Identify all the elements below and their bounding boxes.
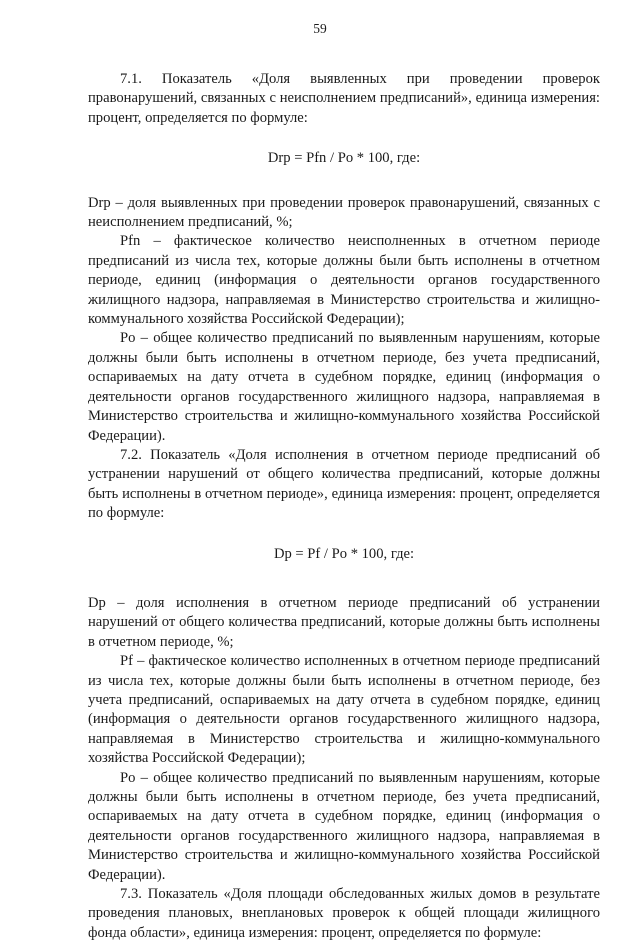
- page-number: 59: [313, 21, 327, 36]
- definition-po-1: Po – общее количество предписаний по выявленным нарушениям, которые должны были быть исполнены в отчетном периоде, без учета предписаний, оспариваемых на дату отчета в судебном порядке, единиц (информация о деятельности органов государственного жилищного надзора, направляемая в Министерство строительства и жилищно-коммунального хозяйства Российской Федерации).: [88, 330, 600, 444]
- paragraph-7-3: 7.3. Показатель «Доля площади обследованных жилых домов в результате проведения плановых, внеплановых проверок к общей площади жилищного фонда области», единица измерения: процент, определяется по формуле:: [88, 886, 600, 941]
- definition-drp: Drp – доля выявленных при проведении проверок правонарушений, связанных с неисполнением предписаний, %;: [88, 194, 600, 231]
- formula-drp: Drp = Pfn / Po * 100, где:: [267, 150, 421, 167]
- definition-po-2: Po – общее количество предписаний по выявленным нарушениям, которые должны были быть исполнены в отчетном периоде, без учета предписаний, оспариваемых на дату отчета в судебном порядке, единиц (информация о деятельности органов государственного жилищного надзора, направляемая в Министерство строительства и жилищно-коммунального хозяйства Российской Федерации).: [88, 769, 600, 883]
- paragraph-7-2: 7.2. Показатель «Доля исполнения в отчетном периоде предписаний об устранении нарушений от общего количества предписаний, которые должны быть исполнены в отчетном периоде», единица измерения: процент, определяется по формуле:: [88, 446, 600, 522]
- formula-dp: Dp = Pf / Po * 100, где:: [273, 545, 415, 562]
- definition-pfn: Pfn – фактическое количество неисполненных в отчетном периоде предписаний из числа тех, которые должны были быть исполнены в отчетном периоде, единиц (информация о деятельности органов государственного жилищного надзора, направляемая в Министерство строительства и жилищно-коммунального хозяйства Российской Федерации);: [88, 233, 600, 328]
- definition-dp: Dp – доля исполнения в отчетном периоде предписаний об устранении нарушений от общего количества предписаний, которые должны быть исполнены в отчетном периоде, %;: [88, 594, 600, 650]
- paragraph-7-1: 7.1. Показатель «Доля выявленных при проведении проверок правонарушений, связанных с неисполнением предписаний», единица измерения: процент, определяется по формуле:: [88, 71, 600, 126]
- document-body: [88, 70, 600, 943]
- definition-pf: Pf – фактическое количество исполненных в отчетном периоде предписаний из числа тех, которые должны были быть исполнены в отчетном периоде, без учета предписаний, оспариваемых на дату отчета в судебном порядке, единиц (информация о деятельности органов государственного жилищного надзора, направляемая в Министерство строительства и жилищно-коммунального хозяйства Российской Федерации);: [88, 653, 600, 767]
